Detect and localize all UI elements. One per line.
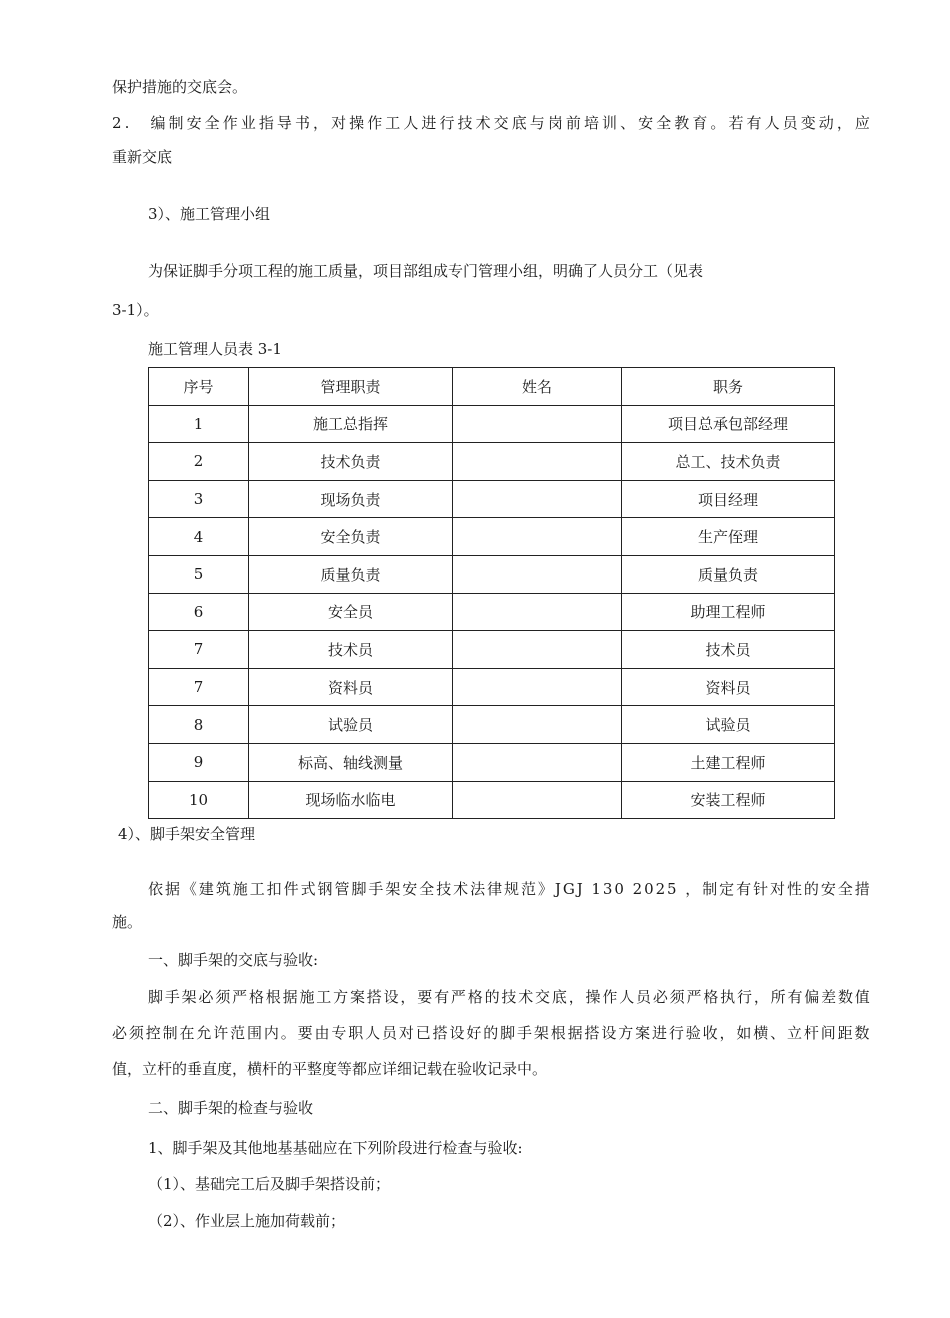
text-glyph: 控 (145, 1024, 161, 1042)
text-glyph: 搭 (432, 1024, 448, 1042)
text-glyph: 要 (417, 988, 433, 1006)
text-glyph: 、 (620, 114, 636, 132)
text-glyph: ， (568, 988, 584, 1006)
section-heading-3: 3）、施工管理小组 (148, 205, 271, 223)
cell-position: 技术员 (622, 631, 835, 669)
paragraph-2-line-2: 重新交底 (112, 148, 173, 166)
text-glyph: 工 (385, 114, 401, 132)
cell-index: 7 (149, 668, 249, 706)
text-glyph: 、 (770, 1024, 786, 1042)
cell-name (453, 668, 622, 706)
text-glyph: . (124, 114, 130, 132)
text-glyph: 由 (314, 1024, 330, 1042)
text-glyph: 架 (385, 880, 401, 898)
cell-duty: 技术员 (249, 631, 453, 669)
text-glyph: 职 (348, 1024, 364, 1042)
cell-index: 5 (149, 555, 249, 593)
text-glyph: 必 (112, 1024, 128, 1042)
text-glyph: 根 (265, 988, 281, 1006)
text-glyph: 律 (487, 880, 503, 898)
text-glyph: 操 (585, 988, 601, 1006)
text-glyph: 作 (222, 114, 238, 132)
text-glyph: 如 (736, 1024, 752, 1042)
text-glyph: 钢 (317, 880, 333, 898)
text-glyph: 式 (300, 880, 316, 898)
text-glyph: 格 (248, 988, 264, 1006)
text-glyph: 所 (770, 988, 786, 1006)
cell-name (453, 443, 622, 481)
text-glyph: 全 (204, 114, 220, 132)
text-glyph (679, 879, 684, 899)
text-glyph: 前 (565, 114, 581, 132)
text-glyph: 制 (162, 1024, 178, 1042)
text-glyph: 技 (457, 114, 473, 132)
paragraph-6: 1、脚手架及其他地基基础应在下列阶段进行检查与验收: (148, 1139, 523, 1157)
text-glyph: 偏 (804, 988, 820, 1006)
table-row (149, 518, 835, 556)
text-glyph: 》 (537, 880, 553, 898)
text-glyph: 作 (602, 988, 618, 1006)
text-glyph: 在 (179, 1024, 195, 1042)
text-glyph: G (562, 880, 575, 898)
text-glyph: 2 (632, 880, 643, 898)
text-glyph: ， (753, 988, 769, 1006)
text-glyph: 杆 (803, 1024, 819, 1042)
cell-position: 项目总承包部经理 (622, 405, 835, 443)
text-glyph (585, 879, 590, 899)
text-glyph: 安 (638, 114, 654, 132)
text-glyph: 安 (186, 114, 202, 132)
text-glyph: 0 (644, 880, 654, 898)
table-caption: 施工管理人员表 3-1 (148, 340, 282, 358)
text-glyph: 数 (837, 988, 853, 1006)
text-glyph: 管 (334, 880, 350, 898)
text-glyph: 脚 (148, 988, 164, 1006)
text-glyph: 行 (439, 114, 455, 132)
text-glyph: 教 (674, 114, 690, 132)
text-glyph: 员 (782, 114, 798, 132)
cell-position: 质量负责 (622, 555, 835, 593)
text-glyph: 格 (467, 988, 483, 1006)
text-glyph: 交 (535, 988, 551, 1006)
text-glyph: 脚 (351, 880, 367, 898)
text-glyph: 差 (821, 988, 837, 1006)
list-item: （1）、基础完工后及脚手架搭设前； (148, 1175, 391, 1193)
text-glyph: ， (719, 1024, 735, 1042)
text-glyph: 措 (854, 880, 870, 898)
cell-duty: 技术负责 (249, 443, 453, 481)
table-row (149, 480, 835, 518)
header-position: 职务 (622, 368, 835, 406)
text-glyph: 搭 (366, 988, 382, 1006)
text-glyph: 脚 (500, 1024, 516, 1042)
text-glyph: 根 (550, 1024, 566, 1042)
text-glyph: ， (313, 114, 329, 132)
text-glyph: 人 (403, 114, 419, 132)
text-glyph: 制 (168, 114, 184, 132)
text-glyph: 2 (655, 880, 666, 898)
text-glyph: 手 (164, 988, 180, 1006)
text-glyph: 手 (368, 880, 384, 898)
header-index: 序号 (149, 368, 249, 406)
cell-duty: 施工总指挥 (249, 405, 453, 443)
text-glyph: 动 (818, 114, 834, 132)
text-glyph: 架 (181, 988, 197, 1006)
cell-name (453, 706, 622, 744)
cell-duty: 试验员 (249, 706, 453, 744)
cell-name (453, 743, 622, 781)
cell-position: 安装工程师 (622, 781, 835, 819)
cell-position: 项目经理 (622, 480, 835, 518)
text-glyph (132, 113, 147, 133)
text-glyph: 术 (475, 114, 491, 132)
text-glyph: 案 (349, 988, 365, 1006)
text-glyph: 变 (800, 114, 816, 132)
text-glyph: 工 (249, 880, 265, 898)
text-glyph: 必 (198, 988, 214, 1006)
list-item: （2）、作业层上施加荷载前； (148, 1212, 346, 1230)
text-glyph: 全 (419, 880, 435, 898)
text-glyph: 术 (453, 880, 469, 898)
text-glyph: 性 (786, 880, 802, 898)
text-glyph: 技 (436, 880, 452, 898)
text-glyph: 员 (636, 988, 652, 1006)
text-glyph: 培 (583, 114, 599, 132)
text-glyph: ， (836, 114, 852, 132)
text-glyph: 1 (591, 880, 601, 898)
text-glyph: 专 (331, 1024, 347, 1042)
cell-duty: 质量负责 (249, 555, 453, 593)
text-glyph: 安 (402, 880, 418, 898)
text-glyph: 应 (854, 114, 870, 132)
text-glyph: 2 (112, 114, 122, 132)
text-glyph: 操 (349, 114, 365, 132)
subheading-inspection: 二、脚手架的检查与验收 (148, 1099, 314, 1117)
text-glyph: 据 (282, 988, 298, 1006)
table-row (149, 706, 835, 744)
text-glyph: 要 (297, 1024, 313, 1042)
text-glyph: 。 (710, 114, 726, 132)
section-heading-4: 4）、脚手架安全管理 (118, 825, 256, 843)
cell-duty: 安全负责 (249, 518, 453, 556)
cell-name (453, 593, 622, 631)
text-glyph: 人 (365, 1024, 381, 1042)
text-glyph: 岗 (547, 114, 563, 132)
text-glyph: 底 (511, 114, 527, 132)
cell-index: 1 (149, 405, 249, 443)
text-glyph: 作 (367, 114, 383, 132)
text-glyph: 横 (753, 1024, 769, 1042)
text-glyph: 员 (382, 1024, 398, 1042)
cell-duty: 安全员 (249, 593, 453, 631)
text-glyph: 安 (820, 880, 836, 898)
cell-duty: 标高、轴线测量 (249, 743, 453, 781)
text-glyph: 扣 (266, 880, 282, 898)
text-glyph: 数 (854, 1024, 870, 1042)
text-glyph: 行 (736, 988, 752, 1006)
cell-name (453, 781, 622, 819)
text-glyph: 依 (148, 880, 164, 898)
text-glyph: 值 (854, 988, 870, 1006)
table-row (149, 443, 835, 481)
text-glyph: 严 (686, 988, 702, 1006)
subheading-handover: 一、脚手架的交底与验收: (148, 951, 319, 969)
cell-name (453, 518, 622, 556)
text-glyph (626, 879, 631, 899)
text-glyph: 定 (719, 880, 735, 898)
text-glyph: 方 (333, 988, 349, 1006)
table-row (149, 405, 835, 443)
paragraph-4-line-1 (112, 879, 870, 899)
paragraph-2-line-1 (112, 113, 870, 133)
text-glyph: 执 (720, 988, 736, 1006)
text-glyph: 业 (240, 114, 256, 132)
table-row (149, 555, 835, 593)
table-row (149, 593, 835, 631)
cell-index: 3 (149, 480, 249, 518)
text-glyph: 距 (837, 1024, 853, 1042)
text-glyph: 建 (198, 880, 214, 898)
text-glyph: 有 (746, 114, 762, 132)
text-glyph: 与 (529, 114, 545, 132)
text-glyph: 筑 (215, 880, 231, 898)
text-glyph: 全 (837, 880, 853, 898)
cell-name (453, 480, 622, 518)
cell-index: 9 (149, 743, 249, 781)
cell-position: 试验员 (622, 706, 835, 744)
text-glyph: 人 (619, 988, 635, 1006)
paragraph-3-line-2: 3-1）。 (112, 301, 159, 319)
text-glyph: 须 (215, 988, 231, 1006)
text-glyph: 范 (520, 880, 536, 898)
text-glyph: 育 (692, 114, 708, 132)
text-glyph: 许 (213, 1024, 229, 1042)
text-glyph: 指 (258, 114, 274, 132)
cell-position: 助理工程师 (622, 593, 835, 631)
text-glyph: 收 (702, 1024, 718, 1042)
table-row (149, 631, 835, 669)
cell-duty: 现场负责 (249, 480, 453, 518)
cell-index: 4 (149, 518, 249, 556)
text-glyph: 书 (294, 114, 310, 132)
text-glyph: 有 (434, 988, 450, 1006)
text-glyph: 制 (702, 880, 718, 898)
text-glyph: 范 (230, 1024, 246, 1042)
cell-duty: 资料员 (249, 668, 453, 706)
text-glyph: 规 (504, 880, 520, 898)
paragraph-4-line-2: 施。 (112, 913, 143, 931)
text-glyph: 术 (518, 988, 534, 1006)
text-glyph: 间 (820, 1024, 836, 1042)
cell-name (453, 405, 622, 443)
text-glyph: 的 (483, 1024, 499, 1042)
text-glyph: 架 (533, 1024, 549, 1042)
text-glyph: 设 (601, 1024, 617, 1042)
text-glyph: 严 (450, 988, 466, 1006)
staff-table (148, 367, 835, 819)
text-glyph: J (554, 880, 561, 898)
text-glyph: 对 (398, 1024, 414, 1042)
text-glyph: 方 (618, 1024, 634, 1042)
text-glyph: 0 (614, 880, 624, 898)
cell-name (453, 631, 622, 669)
text-glyph: 设 (383, 988, 399, 1006)
text-glyph: 交 (493, 114, 509, 132)
text-glyph: 针 (753, 880, 769, 898)
text-glyph: 对 (770, 880, 786, 898)
text-glyph: 5 (667, 880, 677, 898)
text-glyph: 须 (669, 988, 685, 1006)
header-name: 姓名 (453, 368, 622, 406)
paragraph-tail: 保护措施的交底会。 (112, 78, 248, 96)
text-glyph: 立 (787, 1024, 803, 1042)
text-glyph: ， (400, 988, 416, 1006)
text-glyph: 进 (652, 1024, 668, 1042)
cell-position: 资料员 (622, 668, 835, 706)
text-glyph: 有 (787, 988, 803, 1006)
table-row (149, 781, 835, 819)
cell-position: 总工、技术负责 (622, 443, 835, 481)
cell-index: 6 (149, 593, 249, 631)
text-glyph: 。 (280, 1024, 296, 1042)
text-glyph: 技 (501, 988, 517, 1006)
text-glyph: 内 (263, 1024, 279, 1042)
text-glyph: 手 (517, 1024, 533, 1042)
text-glyph: 严 (232, 988, 248, 1006)
text-glyph: 设 (449, 1024, 465, 1042)
text-glyph: 全 (656, 114, 672, 132)
paragraph-5-line-2 (112, 1023, 870, 1043)
text-glyph: 须 (128, 1024, 144, 1042)
text-glyph: 法 (470, 880, 486, 898)
text-glyph: 施 (232, 880, 248, 898)
text-glyph: 进 (421, 114, 437, 132)
cell-index: 10 (149, 781, 249, 819)
text-glyph: 底 (551, 988, 567, 1006)
text-glyph: 的 (484, 988, 500, 1006)
text-glyph: 允 (196, 1024, 212, 1042)
text-glyph: 格 (703, 988, 719, 1006)
paragraph-5-line-3: 值，立杆的垂直度，横杆的平整度等都应详细记载在验收记录中。 (112, 1060, 548, 1078)
text-glyph: 好 (466, 1024, 482, 1042)
text-glyph: 施 (299, 988, 315, 1006)
cell-duty: 现场临水临电 (249, 781, 453, 819)
text-glyph: 已 (415, 1024, 431, 1042)
text-glyph: ， (685, 880, 701, 898)
text-glyph: 编 (150, 114, 166, 132)
text-glyph: 搭 (584, 1024, 600, 1042)
text-glyph: 件 (283, 880, 299, 898)
cell-position: 土建工程师 (622, 743, 835, 781)
text-glyph: 据 (567, 1024, 583, 1042)
text-glyph: 的 (803, 880, 819, 898)
table-row (149, 668, 835, 706)
text-glyph: 行 (668, 1024, 684, 1042)
cell-index: 2 (149, 443, 249, 481)
header-duty: 管理职责 (249, 368, 453, 406)
text-glyph: 围 (247, 1024, 263, 1042)
cell-index: 8 (149, 706, 249, 744)
text-glyph: 有 (736, 880, 752, 898)
table-row (149, 743, 835, 781)
text-glyph: 工 (316, 988, 332, 1006)
cell-name (453, 555, 622, 593)
cell-position: 生产侄理 (622, 518, 835, 556)
text-glyph: 据 (164, 880, 180, 898)
text-glyph: 案 (635, 1024, 651, 1042)
text-glyph: J (576, 880, 583, 898)
text-glyph: 对 (331, 114, 347, 132)
text-glyph: 《 (181, 880, 197, 898)
text-glyph: 人 (764, 114, 780, 132)
table-header-row (149, 368, 835, 406)
text-glyph: 必 (652, 988, 668, 1006)
text-glyph: 导 (276, 114, 292, 132)
cell-index: 7 (149, 631, 249, 669)
text-glyph: 训 (602, 114, 618, 132)
text-glyph: 若 (728, 114, 744, 132)
text-glyph: 3 (602, 880, 613, 898)
paragraph-3-line-1: 为保证脚手分项工程的施工质量，项目部组成专门管理小组，明确了人员分工（见表 (148, 262, 704, 280)
text-glyph: 验 (685, 1024, 701, 1042)
paragraph-5-line-1 (112, 987, 870, 1007)
